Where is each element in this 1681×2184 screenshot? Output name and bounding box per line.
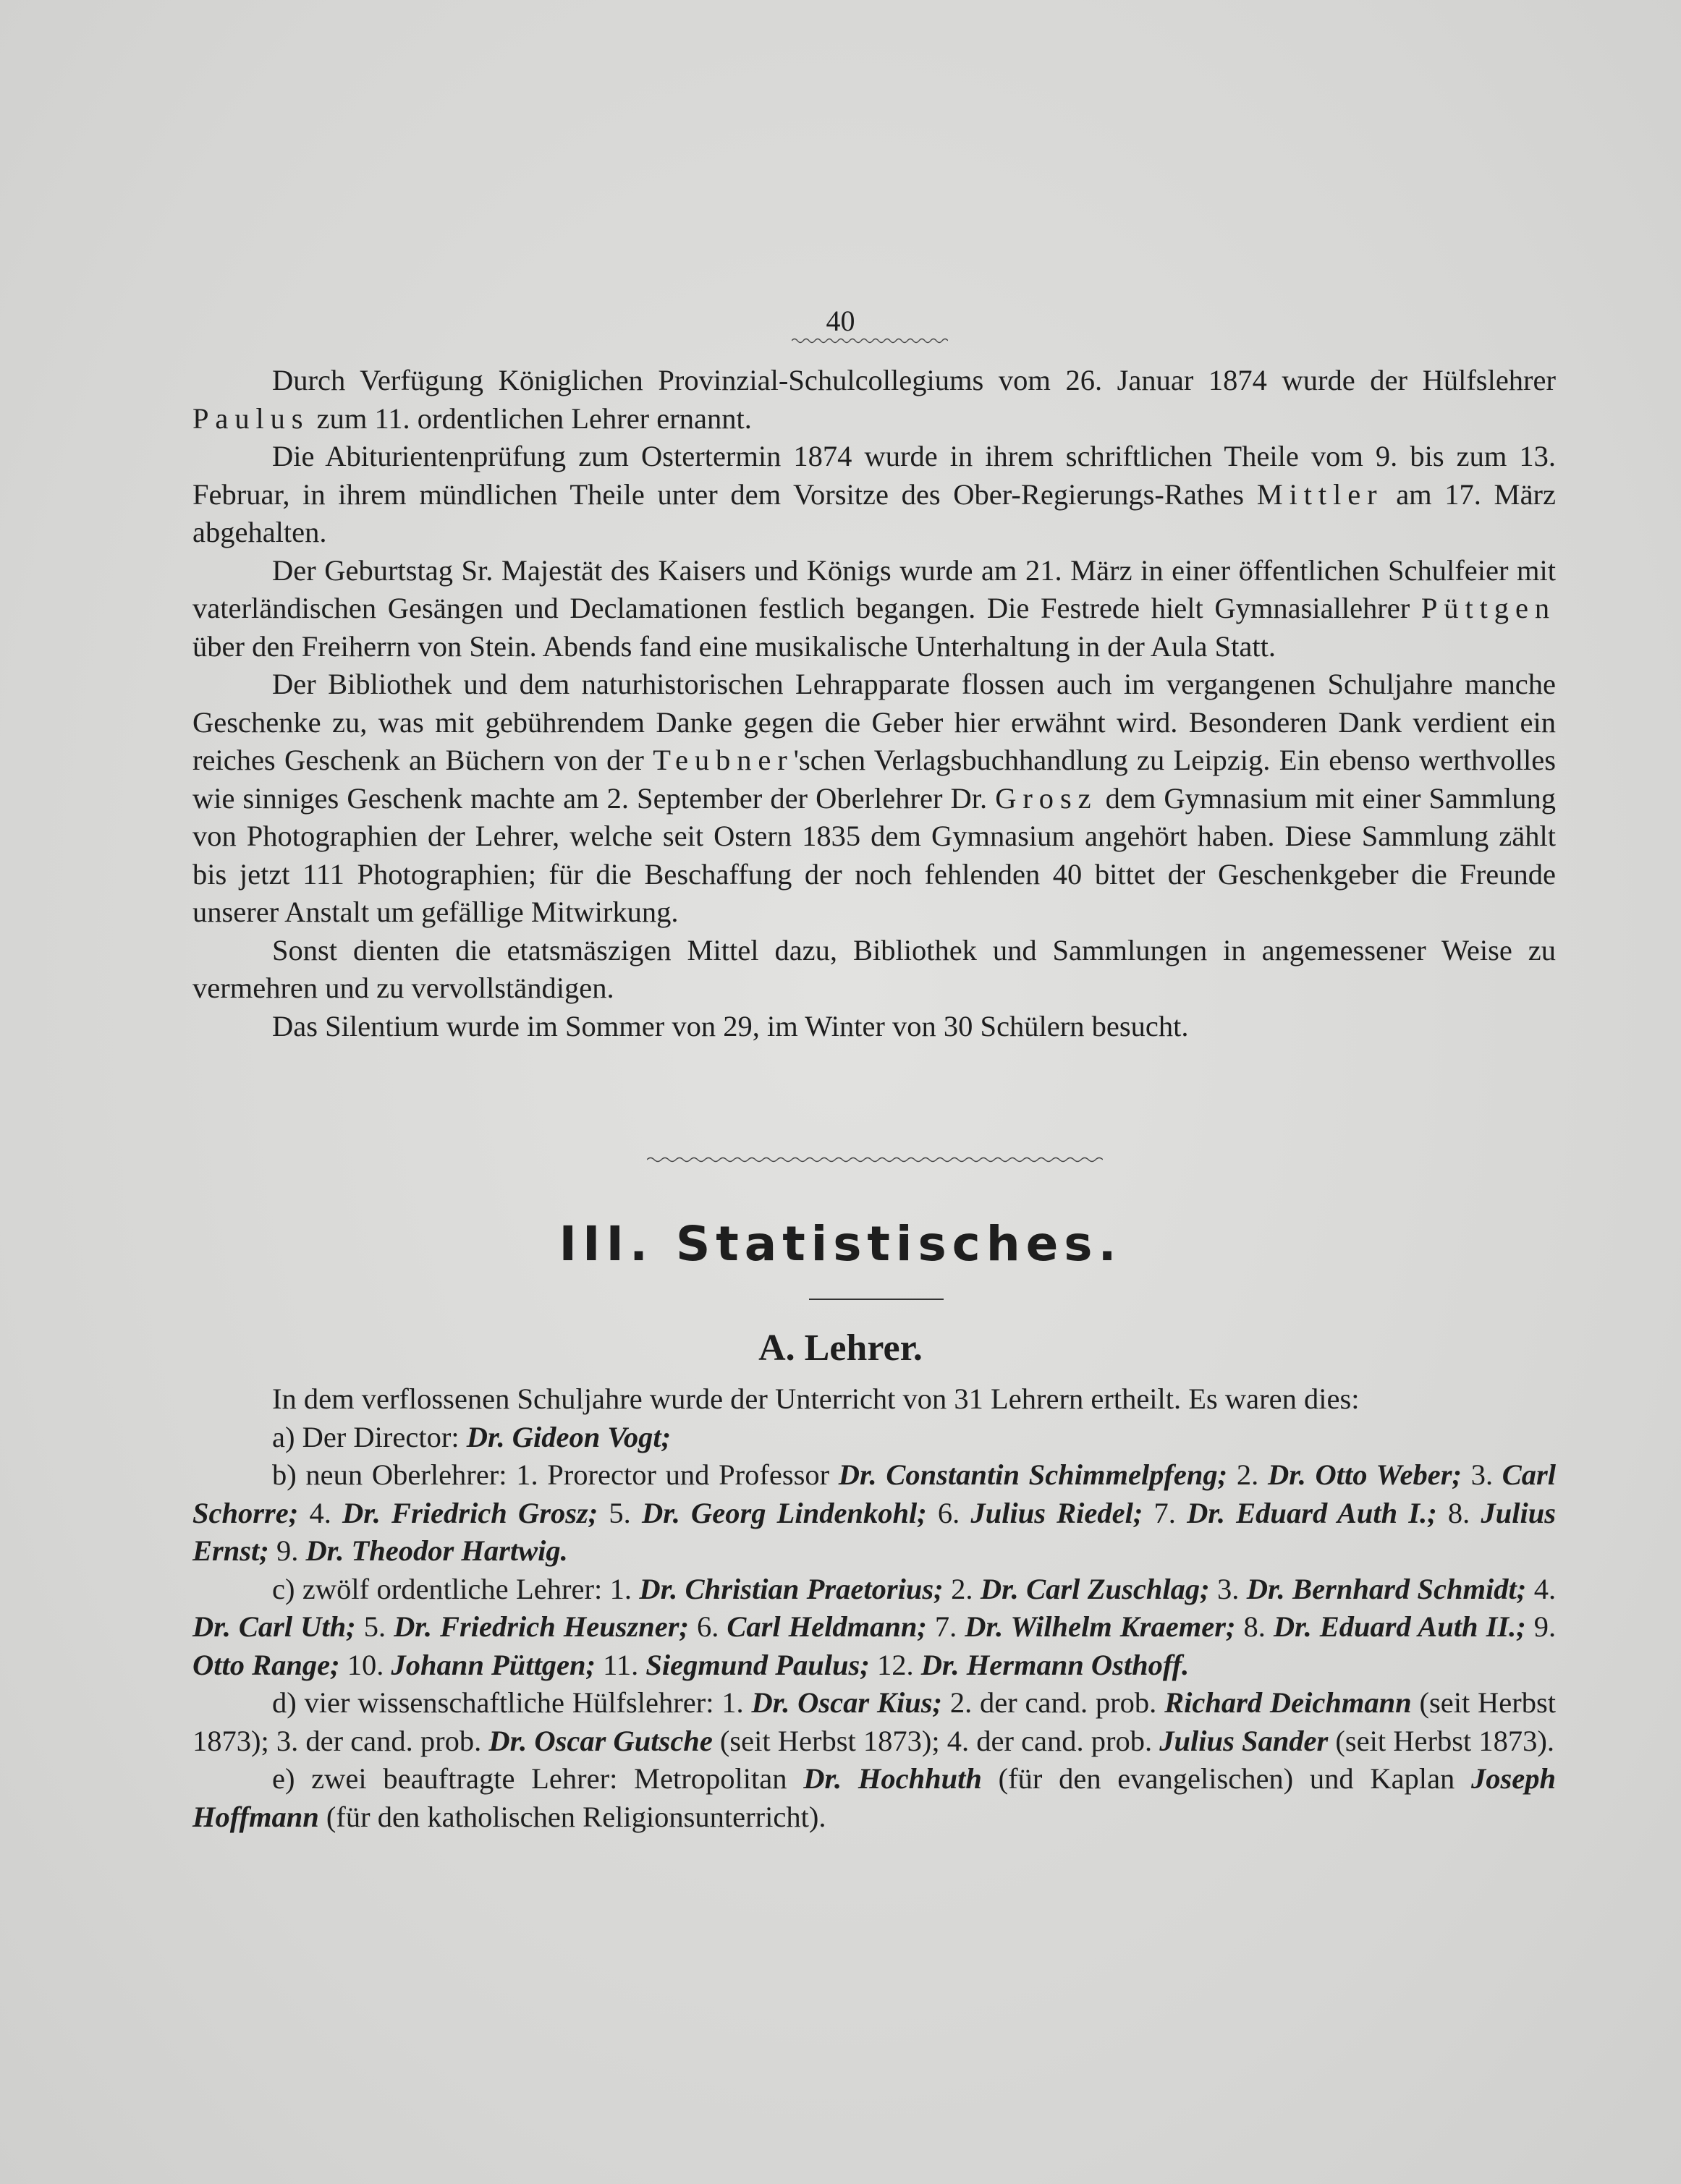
name-paulus: Paulus bbox=[192, 401, 310, 435]
teacher-item-oberlehrer: b) neun Oberlehrer: 1. Prorector und Professor Dr. Constantin Schimmelpfeng; 2. Dr. Otto Weber; 3. Carl Schorre; 4. Dr. Friedrich Grosz; 5. Dr. Georg Lindenkohl; 6. Julius Riedel; 7. Dr. Eduard Auth I.; 8. Julius Ernst; 9. Dr. Theodor Hartwig. bbox=[192, 1458, 1557, 1567]
title-rule bbox=[809, 1299, 944, 1300]
page-number: 40 bbox=[826, 305, 855, 337]
paragraph-abitur: Die Abiturientenprüfung zum Ostertermin 1874 wurde in ihrem schriftlichen Theile vom 9. bis zum 13. Februar, in ihrem mündlichen Theile unter dem Vorsitze des Ober-Regierungs-Rathes Mittler am 17. März abgehalten. bbox=[192, 440, 1557, 548]
teacher-intro: In dem verflossenen Schuljahre wurde der Unterricht von 31 Lehrern ertheilt. Es waren dies: bbox=[272, 1382, 1360, 1415]
paragraph-library: Der Bibliothek und dem naturhistorischen Lehrapparate flossen auch im vergangenen Schuljahre manche Geschenke zu, was mit gebührendem Danke gegen die Geber hier erwähnt wird. Besonderen Dank verdient ein reiches Geschenk an Büchern von der Teubner'schen Verlagsbuchhandlung zu Leipzig. Ein ebenso werthvolles wie sinniges Geschenk machte am 2. September der Oberlehrer Dr. Grosz dem Gymnasium mit einer Sammlung von Photographien der Lehrer, welche seit Ostern 1835 dem Gymnasium angehört haben. Diese Sammlung zählt bis jetzt 111 Photographien; für die Beschaffung der noch fehlenden 40 bittet der Geschenkgeber die Freunde unserer Anstalt um gefällige Mitwirkung. bbox=[192, 668, 1556, 928]
name-teubner: Teubner bbox=[653, 744, 794, 776]
teacher-item-ordentliche: c) zwölf ordentliche Lehrer: 1. Dr. Christian Praetorius; 2. Dr. Carl Zuschlag; 3. Dr. Bernhard Schmidt; 4. Dr. Carl Uth; 5. Dr. Friedrich Heuszner; 6. Carl Heldmann; 7. Dr. Wilhelm Kraemer; 8. Dr. Eduard Auth II.; 9. Otto Range; 10. Johann Püttgen; 11. Siegmund Paulus; 12. Dr. Hermann Osthoff. bbox=[192, 1572, 1557, 1681]
chronicle-text bbox=[192, 362, 1556, 1045]
decorative-wavy-line bbox=[792, 337, 948, 344]
paragraph-birthday: Der Geburtstag Sr. Majestät des Kaisers und Königs wurde am 21. März in einer öffentlichen Schulfeier mit vaterländischen Gesängen und Declamationen festlich begangen. Die Festrede hielt Gymnasiallehrer Püttgen über den Freiherrn von Stein. Abends fand eine musikalische Unterhaltung in der Aula Statt. bbox=[192, 553, 1556, 663]
paragraph-funds: Sonst dienten die etatsmäszigen Mittel dazu, Bibliothek und Sammlungen in angemessener Weise zu vermehren und zu vervollständigen. bbox=[192, 933, 1556, 1004]
name-grosz: Grosz bbox=[995, 781, 1098, 815]
teacher-item-beauftragte: e) zwei beauftragte Lehrer: Metropolitan Dr. Hochhuth (für den evangelischen) und Kaplan Joseph Hoffmann (für den katholischen Religionsunterricht). bbox=[192, 1762, 1557, 1833]
subsection-title: A. Lehrer. bbox=[758, 1327, 923, 1369]
teacher-list bbox=[192, 1380, 1556, 1836]
teacher-item-director: a) Der Director: Dr. Gideon Vogt; bbox=[272, 1420, 672, 1453]
section-title: III. Statistisches. bbox=[559, 1216, 1122, 1272]
name-puettgen: Püttgen bbox=[1420, 592, 1556, 624]
name-mittler: Mittler bbox=[1256, 477, 1384, 511]
section-separator bbox=[647, 1155, 1103, 1164]
paragraph-appointment: Durch Verfügung Königlichen Provinzial-Schulcollegiums vom 26. Januar 1874 wurde der Hülfslehrer Paulus zum 11. ordentlichen Lehrer ernannt. bbox=[192, 364, 1556, 435]
paragraph-silentium: Das Silentium wurde im Sommer von 29, im Winter von 30 Schülern besucht. bbox=[272, 1009, 1189, 1042]
teacher-item-huelfslehrer: d) vier wissenschaftliche Hülfslehrer: 1. Dr. Oscar Kius; 2. der cand. prob. Richard Deichmann (seit Herbst 1873); 3. der cand. prob. Dr. Oscar Gutsche (seit Herbst 1873); 4. der cand. prob. Julius Sander (seit Herbst 1873). bbox=[192, 1686, 1557, 1757]
